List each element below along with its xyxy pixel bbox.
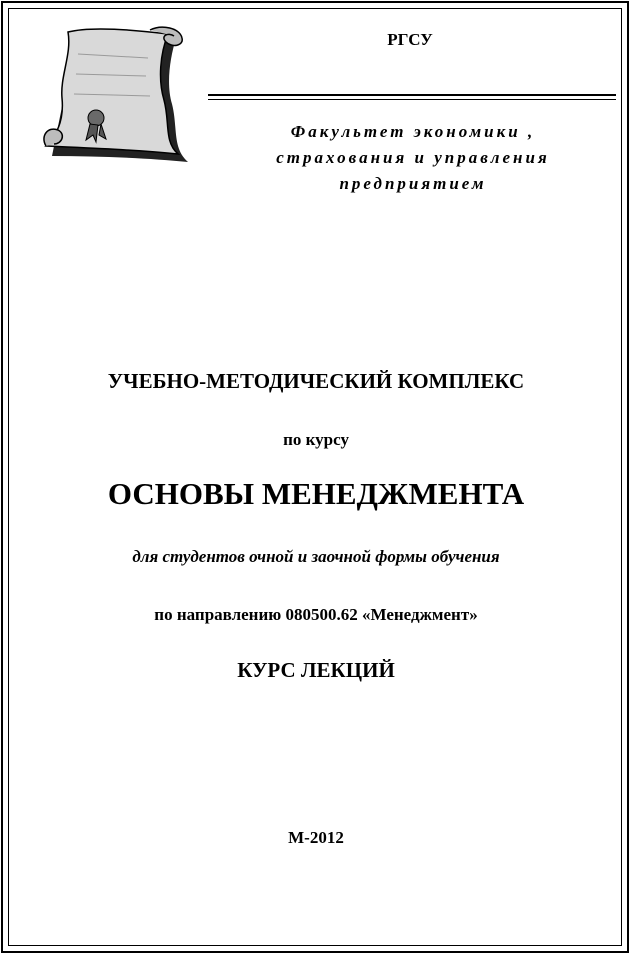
document-type: КУРС ЛЕКЦИЙ: [237, 658, 395, 682]
header-divider-thin: [208, 99, 616, 100]
course-label: по курсу: [283, 430, 349, 449]
organization-name: РГСУ: [387, 30, 433, 49]
subject-title: ОСНОВЫ МЕНЕДЖМЕНТА: [107, 476, 525, 511]
faculty-line-1: Факультет экономики ,: [290, 122, 536, 141]
place-year: М-2012: [288, 828, 344, 847]
faculty-line-3: предприятием: [339, 174, 487, 193]
faculty-line-2: страхования и управления: [276, 148, 550, 167]
audience-line: для студентов очной и заочной формы обучения: [132, 547, 500, 566]
complex-title: УЧЕБНО-МЕТОДИЧЕСКИЙ КОМПЛЕКС: [107, 369, 525, 393]
direction-line: по направлению 080500.62 «Менеджмент»: [154, 605, 478, 624]
faculty-name: [210, 119, 616, 197]
scroll-with-seal-icon: [38, 24, 188, 164]
header-divider: [208, 94, 616, 96]
